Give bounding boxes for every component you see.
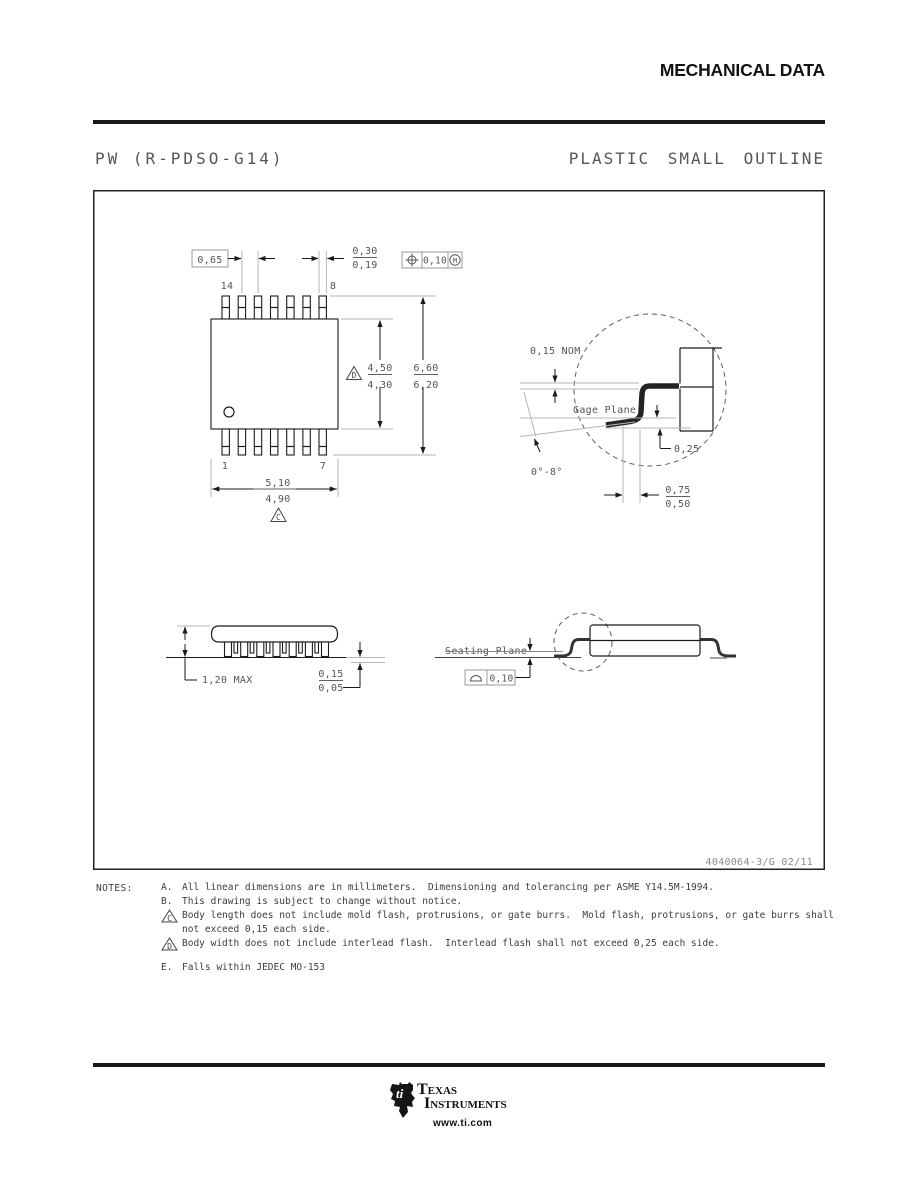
seating-detail-circle — [554, 613, 612, 671]
package-code: PW (R-PDSO-G14) — [95, 149, 285, 168]
drawing-number: 4040064-3/G 02/11 — [705, 857, 813, 868]
notes-label: NOTES: — [96, 883, 133, 894]
page-title: MECHANICAL DATA — [659, 60, 825, 80]
span-min-dim: 6,20 — [413, 380, 439, 391]
svg-text:ti: ti — [396, 1086, 404, 1101]
lead-thickness-dim: 0,15 NOM — [530, 346, 581, 357]
website-url: www.ti.com — [433, 1118, 493, 1129]
standoff-min-dim: 0,05 — [318, 683, 344, 694]
pin-number-7: 7 — [319, 461, 327, 472]
note-d — [156, 937, 847, 956]
seating-plane-label: Seating Plane — [445, 646, 528, 657]
foot-angle-dim: 0°-8° — [531, 467, 563, 478]
pin-number-1: 1 — [221, 461, 229, 472]
note-flag-c-icon — [271, 508, 286, 522]
side-leads-front — [225, 642, 329, 657]
lead-width-max-dim: 0,30 — [352, 246, 378, 257]
footer-rule — [93, 1063, 825, 1067]
notes-list — [156, 881, 847, 975]
top-pins — [222, 296, 326, 319]
lead-width-min-dim: 0,19 — [352, 260, 378, 271]
lead-detail-view — [520, 314, 726, 510]
brand-line-1: Texas — [417, 1081, 458, 1098]
seating-lead-left — [554, 640, 590, 657]
span-max-dim: 6,60 — [413, 363, 439, 374]
body-length-max-dim: 5,10 — [265, 478, 291, 489]
note-d-text: Body width does not include interlead flash. Interlead flash shall not exceed 0,25 each side. — [182, 937, 720, 949]
side-view — [166, 626, 385, 694]
note-c-text: Body length does not include mold flash, protrusions, or gate burrs. Mold flash, protrusions, or gate burrs shall not exceed 0,15 each side. — [182, 909, 840, 935]
position-tolerance-value: 0,10 — [422, 255, 448, 267]
seating-lead-right — [700, 640, 736, 657]
standoff-max-dim: 0,15 — [318, 669, 344, 680]
flatness-value: 0,10 — [489, 673, 514, 685]
note-d-flag-icon — [156, 937, 176, 956]
foot-length-min-dim: 0,50 — [665, 499, 691, 510]
gage-to-tip-dim: 0,25 — [674, 444, 700, 455]
package-outline-drawing — [93, 190, 825, 870]
side-body — [212, 626, 338, 642]
svg-text:C: C — [275, 513, 282, 522]
package-type-title: PLASTIC SMALL OUTLINE — [568, 149, 825, 168]
svg-text:D: D — [351, 371, 357, 380]
detail-circle — [574, 314, 726, 466]
pin-number-8: 8 — [329, 281, 337, 292]
note-e-ref: E. — [161, 962, 173, 974]
bottom-pins — [222, 429, 326, 455]
top-view — [192, 246, 462, 522]
body-width-max-dim: 4,50 — [367, 363, 393, 374]
pitch-dim: 0,65 — [197, 255, 223, 266]
position-tolerance-frame — [402, 252, 462, 268]
header-rule — [93, 120, 825, 124]
note-c-flag-icon — [156, 909, 176, 937]
max-height-dim: 1,20 MAX — [202, 675, 253, 686]
flatness-tolerance-frame — [465, 670, 515, 685]
svg-text:D: D — [167, 942, 172, 952]
note-a-text: All linear dimensions are in millimeters. Dimensioning and tolerancing per ASME Y14.5M-1994. — [182, 882, 714, 893]
svg-text:C: C — [167, 914, 172, 924]
ti-logo-icon — [388, 1081, 416, 1123]
note-a — [156, 881, 847, 895]
body-width-min-dim: 4,30 — [367, 380, 393, 391]
gage-plane-label: Gage Plane — [573, 405, 637, 416]
note-b — [156, 895, 847, 909]
note-b-text: This drawing is subject to change without notice. — [182, 895, 463, 907]
note-e-text: Falls within JEDEC MO-153 — [182, 962, 325, 974]
pin-number-14: 14 — [220, 281, 234, 292]
foot-length-max-dim: 0,75 — [665, 485, 691, 496]
note-flag-d-icon — [347, 367, 362, 381]
note-c — [156, 909, 847, 937]
seating-plane-view — [435, 613, 736, 685]
brand-name — [417, 1083, 507, 1111]
note-e — [156, 961, 847, 975]
body-length-min-dim: 4,90 — [265, 494, 291, 505]
package-body — [211, 319, 338, 429]
note-b-ref: B. — [161, 895, 173, 907]
svg-text:M: M — [452, 257, 458, 265]
brand-line-2: Instruments — [424, 1095, 507, 1112]
drawing-frame — [94, 191, 825, 870]
note-a-ref: A. — [161, 882, 173, 893]
